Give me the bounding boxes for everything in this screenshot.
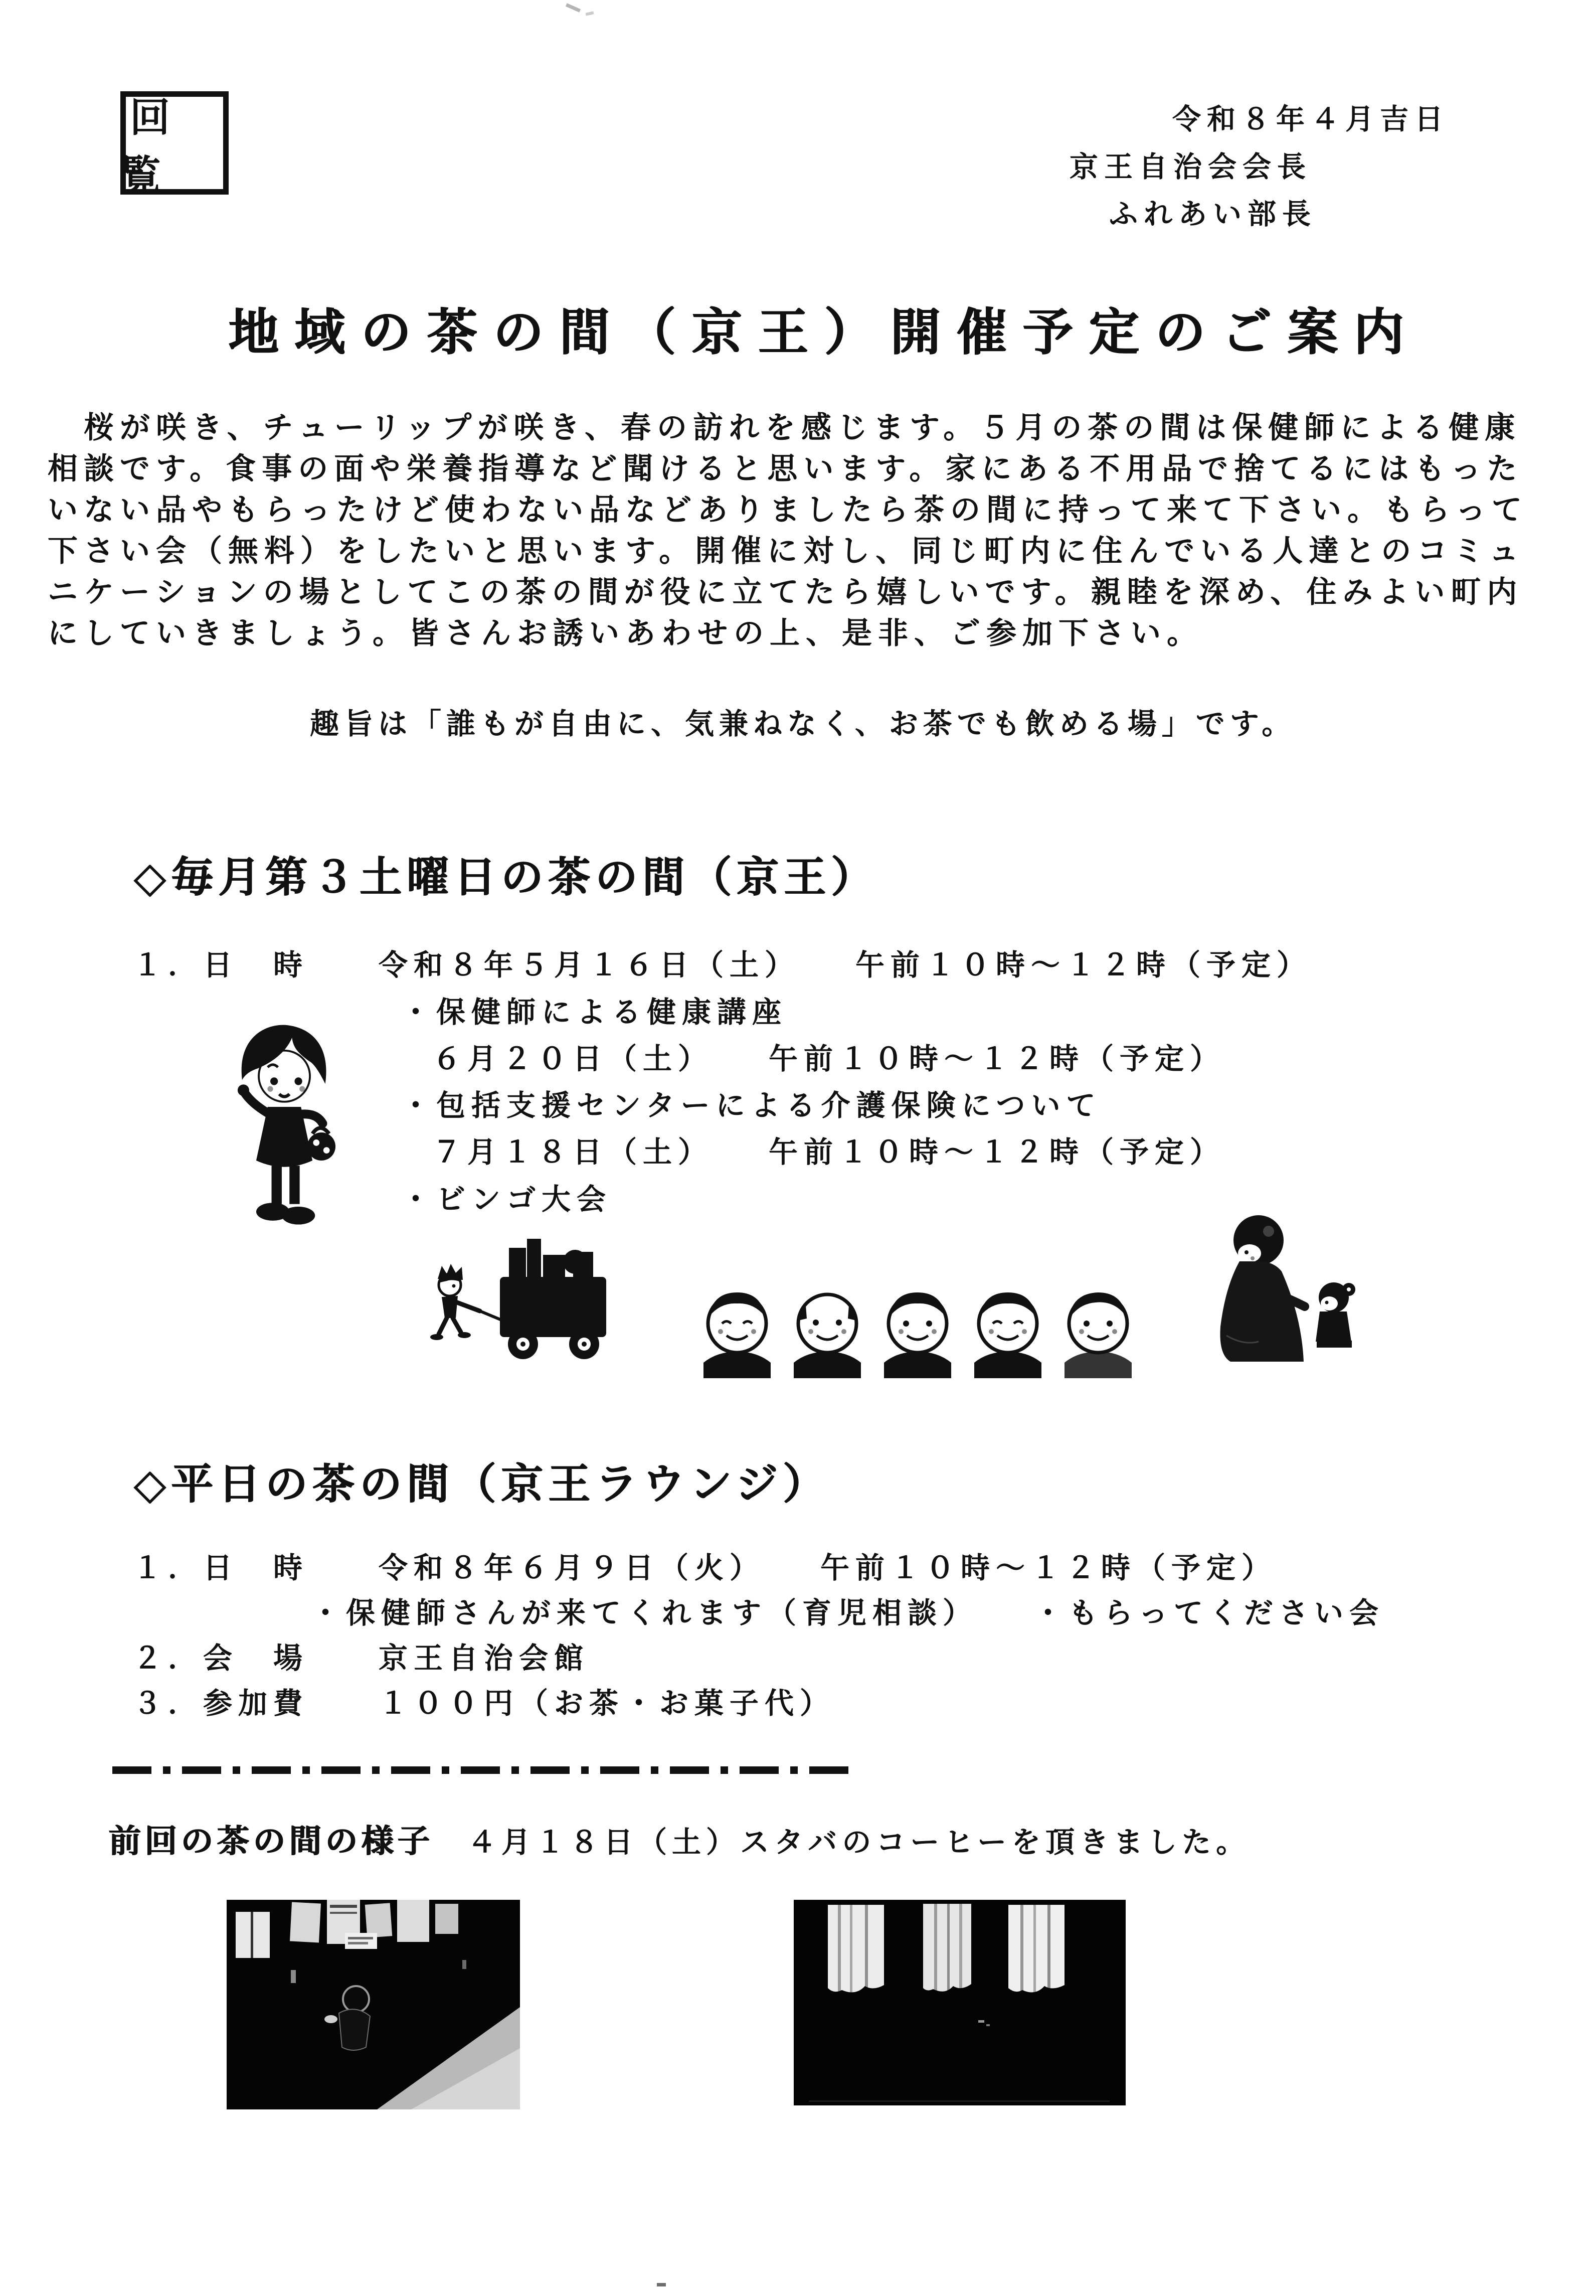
section1-program-item: ・ビンゴ大会: [401, 1183, 612, 1216]
section2-heading: ◇平日の茶の間（京王ラウンジ）: [133, 1460, 830, 1508]
section1-date-line: ６月２０日（土） 午前１０時〜１２時（予定）: [432, 1043, 1225, 1075]
section1-datetime-line: １．日 時 令和８年５月１６日（土） 午前１０時〜１２時（予定）: [133, 949, 1312, 981]
section1-date-line: ７月１８日（土） 午前１０時〜１２時（予定）: [432, 1136, 1225, 1169]
intro-line: いない品やもらったけど使わない品などありましたら茶の間に持って来て下さい。もらって: [48, 493, 1528, 527]
previous-gathering-photo-left: [227, 1900, 520, 2109]
section2-fee-line: ３．参加費 １００円（お茶・お菓子代）: [133, 1687, 835, 1720]
intro-paragraph: [48, 407, 1528, 654]
section2-venue-line: ２．会 場 京王自治会館: [133, 1642, 590, 1675]
photos-caption-detail: ４月１８日（土）スタバのコーヒーを頂きました。: [433, 1826, 1251, 1859]
intro-line: 相談です。食事の面や栄養指導など聞けると思います。家にある不用品で捨てるにはもった: [48, 452, 1523, 485]
section1-heading: ◇毎月第３土曜日の茶の間（京王）: [133, 854, 878, 901]
circulation-stamp-label: 回 覧: [121, 95, 228, 198]
scan-speck: [657, 2283, 666, 2286]
section1-program-item: ・保健師による健康講座: [401, 996, 788, 1029]
elderly-faces-illustration: [694, 1275, 1141, 1378]
purpose-statement: 趣旨は「誰もが自由に、気兼ねなく、お茶でも飲める場」です。: [310, 708, 1296, 740]
waving-girl-illustration: [219, 1022, 347, 1245]
mother-and-child-illustration: [1183, 1210, 1364, 1373]
circulation-stamp-box: [120, 91, 229, 198]
scan-speck: [566, 3, 581, 13]
intro-line: にしていきましょう。皆さんお誘いあわせの上、是非、ご参加下さい。: [48, 616, 1203, 650]
intro-line: 下さい会（無料）をしたいと思います。開催に対し、同じ町内に住んでいる人達とのコミュ: [48, 534, 1525, 568]
dash-dot-divider: [112, 1766, 849, 1774]
section1-program-item: ・包括支援センターによる介護保険について: [401, 1089, 1102, 1122]
photos-caption: [108, 1816, 1250, 1862]
previous-gathering-photo-right: [794, 1900, 1126, 2105]
page-title: 地域の茶の間（京王）開催予定のご案内: [228, 304, 1420, 361]
intro-line: 桜が咲き、チューリップが咲き、春の訪れを感じます。５月の茶の間は保健師による健康: [48, 411, 1521, 444]
intro-line: ニケーションの場としてこの茶の間が役に立てたら嬉しいです。親睦を深め、住みよい町内: [48, 575, 1523, 609]
photos-caption-title: 前回の茶の間の様子: [108, 1823, 433, 1859]
issue-date: 令和８年４月吉日: [1172, 103, 1449, 135]
scan-speck: [586, 11, 594, 16]
section2-program-item: ・保健師さんが来てくれます（育児相談） ・もらってください会: [311, 1597, 1385, 1629]
boy-pulling-cart-illustration: [424, 1213, 659, 1373]
sender-fureai-director: ふれあい部長: [1109, 198, 1317, 230]
sender-association-chairman: 京王自治会会長: [1070, 151, 1312, 183]
section2-datetime-line: １．日 時 令和８年６月９日（火） 午前１０時〜１２時（予定）: [133, 1552, 1277, 1584]
